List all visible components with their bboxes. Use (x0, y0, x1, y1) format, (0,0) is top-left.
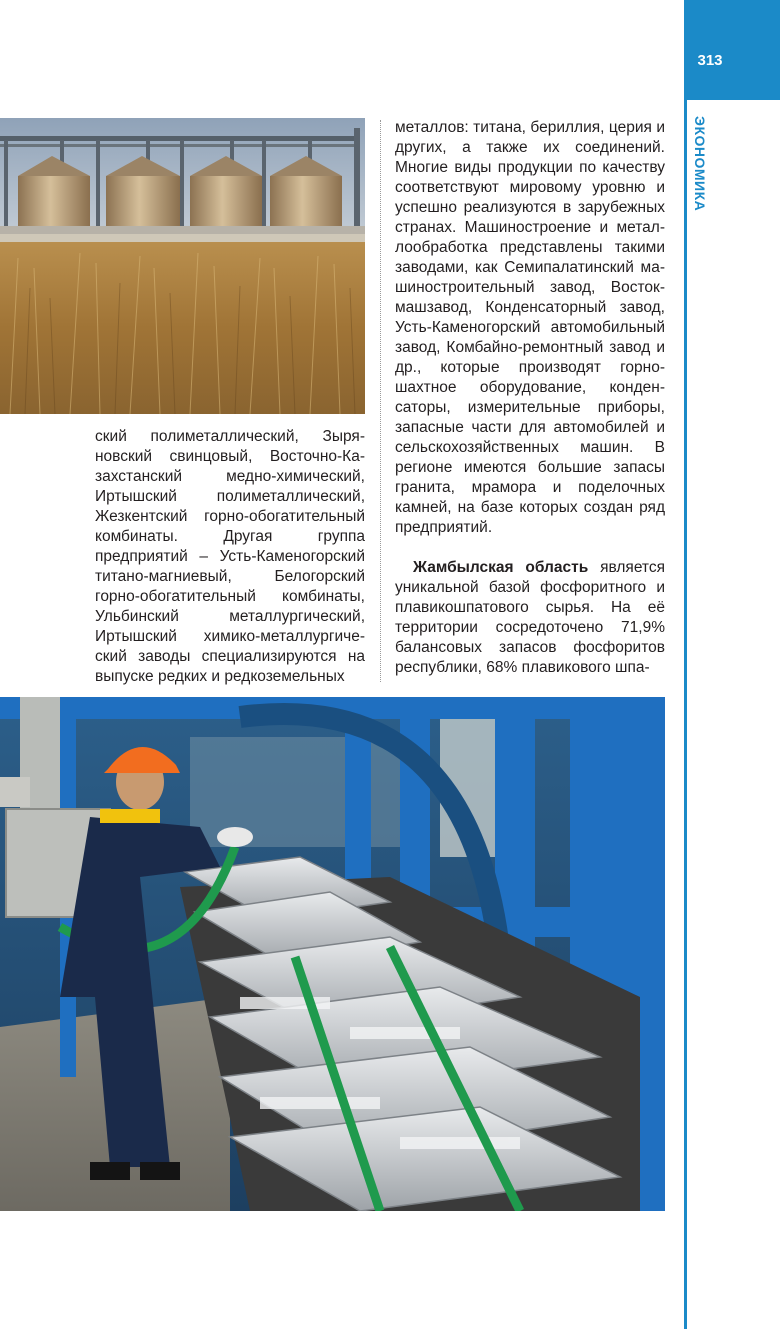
page-number: 313 (697, 52, 723, 69)
metal-ingots-photo (0, 697, 665, 1211)
right-column-paragraph-2 (395, 558, 665, 678)
region-description: является уникальной базой фосфоритного и плавикошпатового сырья. На её территории сосредоточено 71,9% балансовых запасов фосфоритов республики, 68% плавикового шпа- (395, 559, 665, 676)
region-heading: Жамбылская область (413, 559, 589, 576)
page-number-tab (684, 0, 780, 100)
right-column-paragraph-1: металлов: титана, бериллия, церия и других, а также их соединений. Многие виды продукции по качеству соответствуют мировому уровню и успешно реализуются в зарубежных странах. Машиностроение и металлообработка представлены такими заводами, как Семипалатинский машиностроительный завод, Востокмашзавод, Конденсаторный завод, Усть-Каменогорский автомобильный завод, Комбайно-ремонтный завод и др., которые производят горно-шахтное оборудование, конденсаторы, измерительные приборы, запасные части для автомобилей и сельскохозяйственных машин. В регионе имеются большие запасы гранита, мрамора и поделочных камней, на базе которых создан ряд предприятий. (395, 119, 665, 536)
grain-silos-photo (0, 118, 365, 414)
left-column-text: ский полиметаллический, Зыряновский свинцовый, Восточно-Казахстанский медно-химический, Иртышский полиметаллический, Жезкентский горно-обогатительный комбинаты. Другая группа предприятий – Усть-Каменогорский титано-магниевый, Белогорский горно-обогатительный комбинаты, Ульбинский металлургический, Иртышский химико-металлургический заводы специализируются на выпуске редких и редкоземельных (95, 428, 365, 685)
section-title: ЭКОНОМИКА (692, 116, 708, 212)
right-column (395, 118, 665, 678)
column-divider (380, 120, 381, 682)
page-edge-rule (684, 0, 687, 1329)
